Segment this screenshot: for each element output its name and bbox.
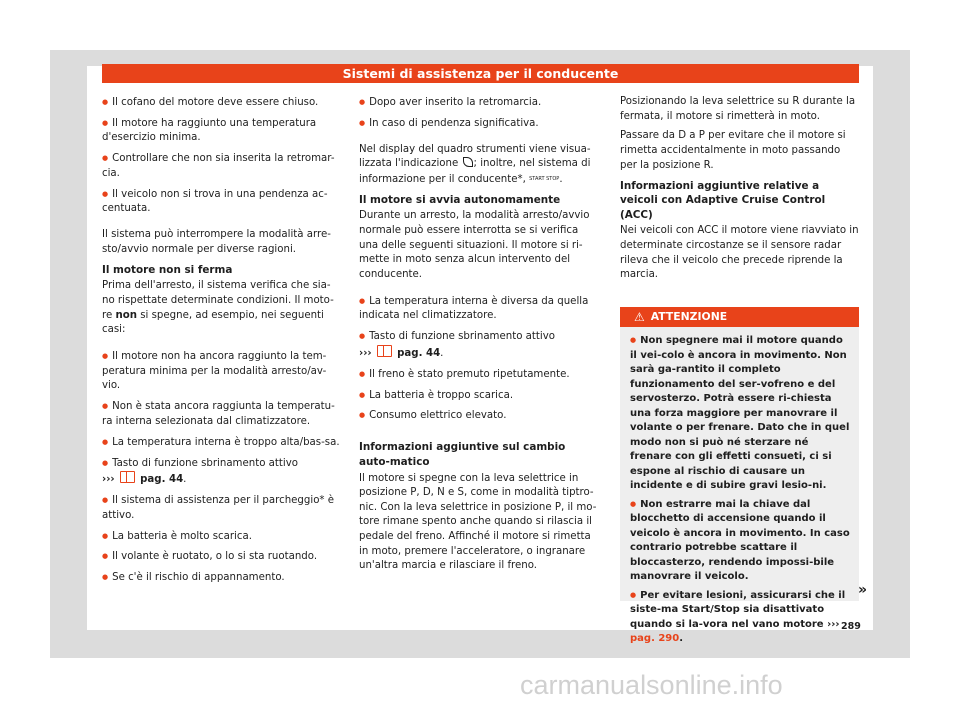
paragraph: Il motore si spegne con la leva selettrice in posizione P, D, N e S, come in modalità tiptro-nic. Con la leva selettrice in posizione P, il mo-tore rimane spento anche quando si rilascia il pedale del freno. Affinché il motore si rimetta in moto, premere l'acceleratore, o ingranare un'altra marcia e rilasciare il freno.	[359, 472, 597, 572]
list-item: ● Il freno è stato premuto ripetutamente.	[359, 367, 599, 383]
list-item: ● Il cofano del motore deve essere chiuso.	[102, 95, 342, 111]
column-1	[102, 95, 342, 591]
warning-item: ● Non spegnere mai il motore quando il vei-colo è ancora in movimento. Non sarà ga-rantito il completo funzionamento del ser-vofreno e del servosterzo. Potrà essere ri-chiesta una forza maggiore per manovrare il volante o per frenare. Dato che in quel modo non si può né sterzare né frenare con gli effetti consueti, ci si espone al rischio di causare un incidente e di subire gravi lesio-ni.	[630, 333, 851, 494]
paragraph: Durante un arresto, la modalità arresto/avvio normale può essere interrotta se si verifica una delle seguenti situazioni. Il motore si ri-mette in moto senza alcun intervento del conducente.	[359, 210, 590, 280]
warning-item: ● Per evitare lesioni, assicurarsi che il siste-ma Start/Stop sia disattivato quando si la-vora nel vano motore ››› pag. 290.	[630, 588, 851, 647]
page-reference-link[interactable]: pag. 44	[397, 347, 441, 359]
list-item: ● In caso di pendenza significativa.	[359, 116, 599, 132]
section-heading: Informazioni aggiuntive sul cambio auto-matico	[359, 441, 566, 468]
list-item: ● Il veicolo non si trova in una pendenza ac-centuata.	[102, 187, 342, 217]
section-heading: Il motore non si ferma	[102, 263, 233, 276]
paragraph: Il sistema può interrompere la modalità arre-sto/avvio normale per diverse ragioni.	[102, 229, 331, 255]
section-heading: Informazioni aggiuntive relative a veicoli con Adaptive Cruise Control (ACC)	[620, 179, 826, 221]
warning-body	[620, 327, 859, 647]
ref-arrows: ›››	[827, 618, 840, 630]
paragraph: Nel display del quadro strumenti viene visua-lizzata l'indicazione ; inoltre, nel sistema di informazione per il conducente*, START STOP.	[359, 143, 591, 185]
column-3	[620, 95, 860, 288]
page-reference-link[interactable]: pag. 290	[630, 633, 680, 644]
continue-mark: »	[858, 582, 868, 598]
section-title: Sistemi di assistenza per il conducente	[342, 66, 619, 81]
start-stop-icon: START STOP	[529, 175, 560, 182]
paragraph: Nei veicoli con ACC il motore viene riavviato in determinate circostanze se il sensore radar rileva che il veicolo che precede riprende la marcia.	[620, 225, 859, 281]
list-item: ● La batteria è molto scarica.	[102, 529, 342, 545]
paragraph: Prima dell'arresto, il sistema verifica che sia-no rispettate determinate condizioni. Il moto-re non si spegne, ad esempio, nei seguenti casi:	[102, 280, 334, 336]
warning-item: ● Non estrarre mai la chiave dal blocchetto di accensione quando il veicolo è ancora in movimento. In caso contrario potrebbe scattare il bloccasterzo, rendendo impossi-bile manovrare il veicolo.	[630, 497, 851, 585]
list-item: ● Dopo aver inserito la retromarcia.	[359, 95, 599, 111]
list-item: ● Il sistema di assistenza per il parcheggio* è attivo.	[102, 493, 342, 523]
list-item: ● Tasto di funzione sbrinamento attivo ››› pag. 44.	[102, 456, 342, 488]
book-icon	[377, 345, 392, 357]
warning-triangle-icon: ⚠	[634, 309, 645, 324]
watermark: carmanualsonline.info	[520, 670, 783, 700]
list-item: ● Il volante è ruotato, o lo si sta ruotando.	[102, 549, 342, 565]
warning-header	[620, 307, 859, 327]
list-item: ● Controllare che non sia inserita la retromar-cia.	[102, 151, 342, 181]
list-item: ● La temperatura interna è diversa da quella indicata nel climatizzatore.	[359, 294, 599, 324]
list-item: ● La batteria è troppo scarica.	[359, 388, 599, 404]
list-item: ● Tasto di funzione sbrinamento attivo ››› pag. 44.	[359, 329, 599, 361]
section-header	[102, 64, 859, 83]
warning-title: ATTENZIONE	[650, 309, 728, 323]
list-item: ● Se c'è il rischio di appannamento.	[102, 570, 342, 586]
ref-arrows: ›››	[359, 347, 372, 359]
page-number: 289	[841, 621, 861, 632]
list-item: ● Il motore non ha ancora raggiunto la tem-peratura minima per la modalità arresto/av-vio.	[102, 349, 342, 394]
list-item: ● Consumo elettrico elevato.	[359, 408, 599, 424]
start-stop-indicator-icon	[463, 157, 473, 167]
list-item: ● La temperatura interna è troppo alta/bas-sa.	[102, 435, 342, 451]
column-2	[359, 95, 599, 579]
list-item: ● Il motore ha raggiunto una temperatura d'esercizio minima.	[102, 116, 342, 146]
paragraph: Passare da D a P per evitare che il motore si rimetta accidentalmente in moto passando per la posizione R.	[620, 130, 846, 171]
page-reference-link[interactable]: pag. 44	[140, 474, 184, 486]
section-heading: Il motore si avvia autonomamente	[359, 193, 561, 206]
ref-arrows: ›››	[102, 474, 115, 486]
paragraph: Posizionando la leva selettrice su R durante la fermata, il motore si rimetterà in moto.	[620, 96, 856, 122]
list-item: ● Non è stata ancora raggiunta la temperatu-ra interna selezionata dal climatizzatore.	[102, 399, 342, 429]
book-icon	[120, 471, 135, 483]
